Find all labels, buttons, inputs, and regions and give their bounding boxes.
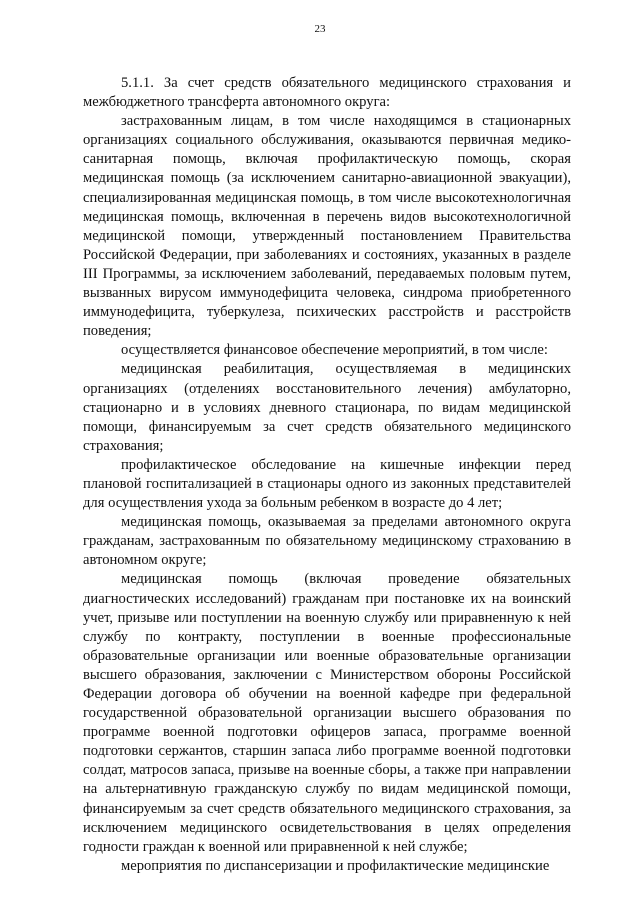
paragraph-intestinal-screening: профилактическое обследование на кишечные инфекции перед плановой госпитализацией в стационары одного из законных представителей для осуществления ухода за больным ребенком в возрасте до 4 лет; (83, 456, 571, 512)
paragraph-care-outside-region: медицинская помощь, оказываемая за пределами автономного округа гражданам, застрахованным по обязательному медицинскому страхованию в автономном округе; (83, 514, 571, 569)
paragraph-financing-intro: осуществляется финансовое обеспечение мероприятий, в том числе: (121, 342, 548, 359)
paragraph-military-registration-care: медицинская помощь (включая проведение обязательных диагностических исследований) гражданам при постановке их на воинский учет, призыве или поступлении на военную службу или приравненную к ней службу по контракту, поступлении в военные профессиональные образовательные организации или военные образовательные организации высшего образования, заключении с Министерством обороны Российской Федерации договора об обучении на военной кафедре при федеральной государственной образовательной организации высшего образования по программе военной подготовки офицеров запаса, программе военной подготовки сержантов, старшин запаса либо программе военной подготовки солдат, матросов запаса, призыве на военные сборы, а также при направлении на альтернативную гражданскую службу по видам медицинской помощи, финансируемым за счет средств обязательного медицинского страхования, за исключением медицинского освидетельствования в целях определения годности граждан к военной или приравненной к ней службе; (83, 571, 571, 855)
paragraph-dispensarization: мероприятия по диспансеризации и профилактические медицинские (121, 857, 550, 874)
paragraph-insured-persons: застрахованным лицам, в том числе находящимся в стационарных организациях социального обслуживания, оказываются первичная медико-санитарная помощь, включая профилактическую помощь, скорая медицинская помощь (за исключением санитарно-авиационной эвакуации), специализированная медицинская помощь, в том числе высокотехнологичная медицинская помощь, включенная в перечень видов высокотехнологичной медицинской помощи, утвержденный постановлением Правительства Российской Федерации, при заболеваниях и состояниях, указанных в разделе III Программы, за исключением заболеваний, передаваемых половым путем, вызванных вирусом иммунодефицита человека, синдрома приобретенного иммунодефицита, туберкулеза, психических расстройств и расстройств поведения; (83, 113, 571, 340)
paragraph-section-heading: 5.1.1. За счет средств обязательного медицинского страхования и межбюджетного трансферта автономного округа: (83, 75, 571, 111)
paragraph-rehabilitation: медицинская реабилитация, осуществляемая в медицинских организациях (отделениях восстановительного лечения) амбулаторно, стационарно и в условиях дневного стационара, по видам медицинской помощи, финансируемым за счет средств обязательного медицинского страхования; (83, 361, 571, 454)
document-body (83, 74, 571, 876)
page-number: 23 (314, 23, 326, 35)
